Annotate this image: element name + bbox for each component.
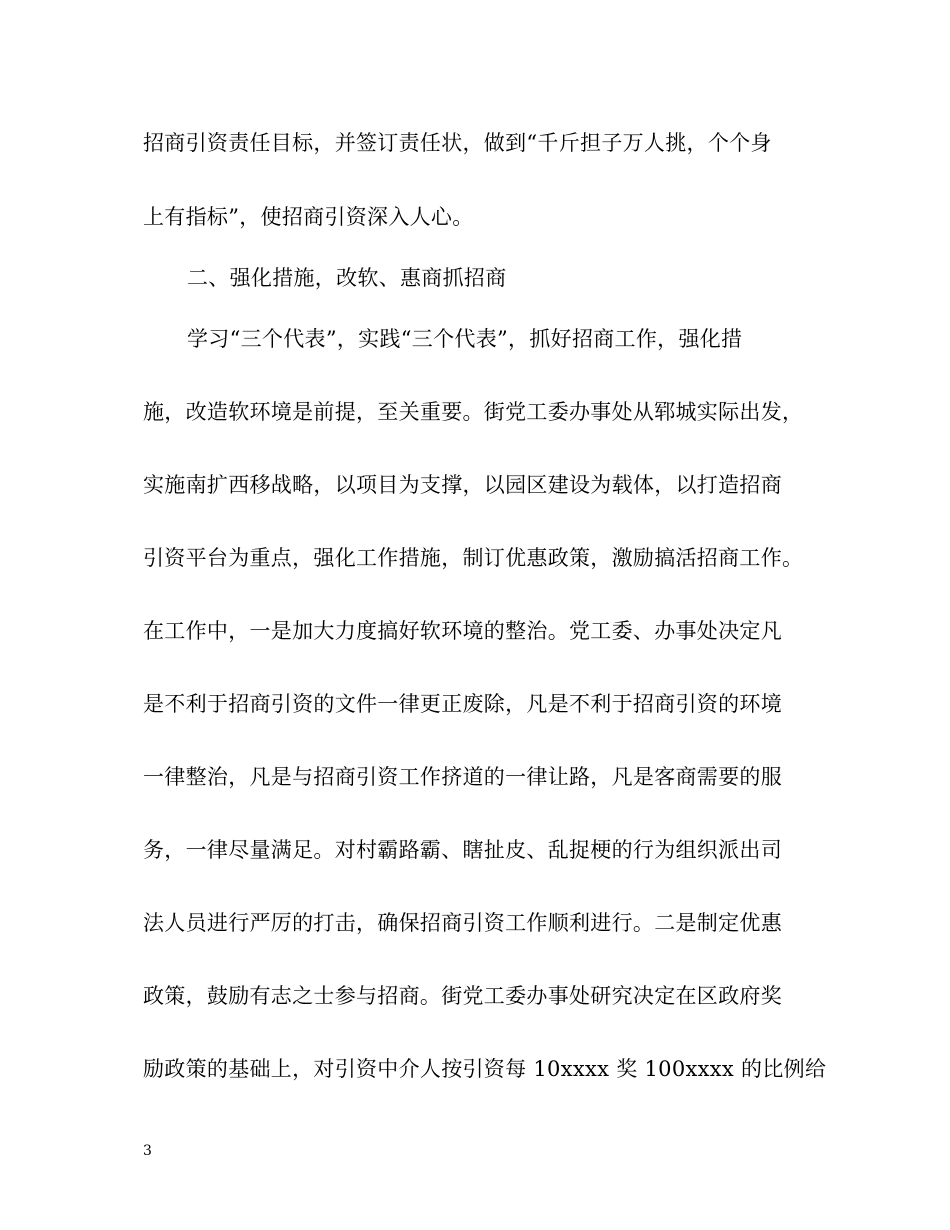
text-line-4: 学习“三个代表”，实践“三个代表”，抓好招商工作，强化措 xyxy=(187,327,743,351)
text-line-13: 政策，鼓励有志之士参与招商。街党工委办事处研究决定在区政府奖 xyxy=(143,984,782,1008)
section-heading: 二、强化措施，改软、惠商抓招商 xyxy=(187,266,507,290)
text-line-7: 引资平台为重点，强化工作措施，制订优惠政策，激励搞活招商工作。 xyxy=(143,546,804,570)
text-line-1: 招商引资责任目标，并签订责任状，做到“千斤担子万人挑，个个身 xyxy=(143,131,772,155)
text-line-9: 是不利于招商引资的文件一律更正废除，凡是不利于招商引资的环境 xyxy=(143,692,782,716)
text-line-12: 法人员进行严厉的打击，确保招商引资工作顺利进行。二是制定优惠 xyxy=(143,911,782,935)
page-number: 3 xyxy=(143,1143,152,1159)
text-line-14: 励政策的基础上，对引资中介人按引资每 10xxxx 奖 100xxxx 的比例给 xyxy=(143,1057,827,1081)
text-line-6: 实施南扩西移战略，以项目为支撑，以园区建设为载体，以打造招商 xyxy=(143,473,782,497)
text-line-11: 务，一律尽量满足。对村霸路霸、瞎扯皮、乱捉梗的行为组织派出司 xyxy=(143,838,782,862)
text-line-10: 一律整治，凡是与招商引资工作挤道的一律让路，凡是客商需要的服 xyxy=(143,765,782,789)
text-line-5: 施，改造软环境是前提，至关重要。街党工委办事处从郓城实际出发， xyxy=(143,400,804,424)
text-line-8: 在工作中，一是加大力度搞好软环境的整治。党工委、办事处决定凡 xyxy=(143,619,782,643)
text-line-2: 上有指标”，使招商引资深入人心。 xyxy=(143,205,474,229)
